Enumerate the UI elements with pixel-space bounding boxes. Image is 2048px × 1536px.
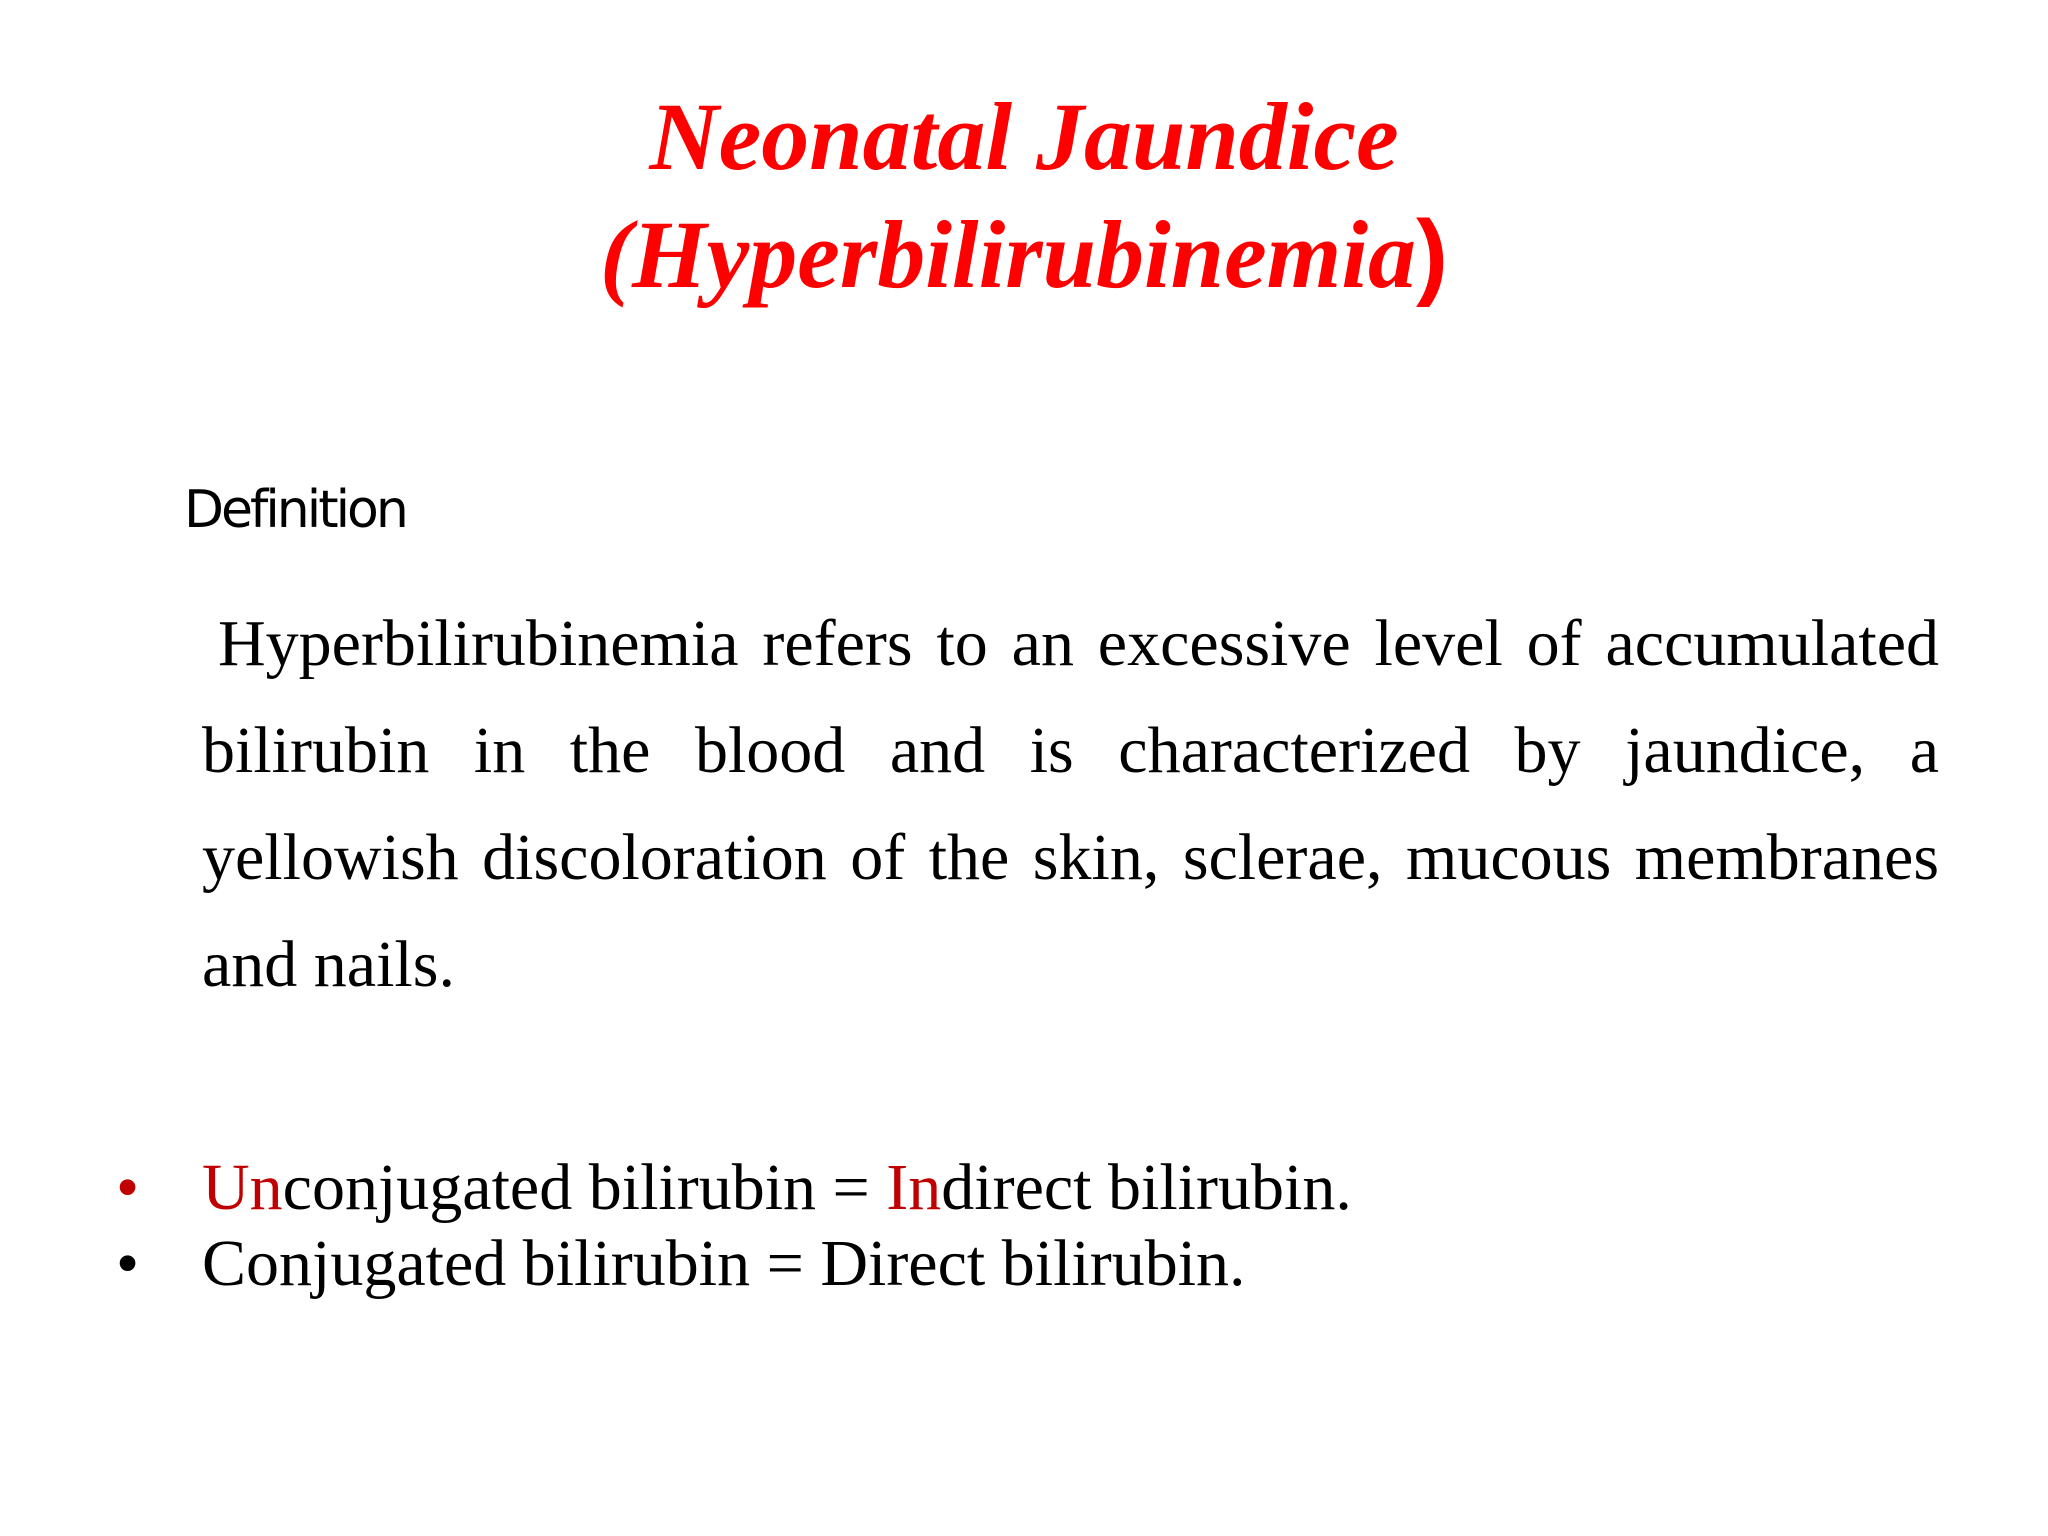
bullet-text-a: conjugated bilirubin = — [282, 1151, 887, 1224]
bullet-marker: • — [116, 1227, 140, 1300]
accent-in: In — [886, 1151, 942, 1224]
section-heading-definition: Definition — [184, 480, 406, 540]
definition-text: Hyperbilirubinemia refers to an excessive level of accumulated bilirubin in the blood and is characterized by jaundice, a yellowish discoloration of the skin, sclerae, mucous membranes and nails. — [202, 607, 1939, 1001]
title-close-paren: ) — [1416, 201, 1448, 308]
accent-un: Un — [202, 1151, 283, 1224]
title-line-2-text: (Hyperbilirubinemia — [600, 201, 1417, 308]
bullet-text-b: direct bilirubin. — [941, 1151, 1352, 1224]
title-line-2 — [0, 196, 2048, 314]
definition-paragraph — [202, 590, 1939, 1018]
bullet-text: Conjugated bilirubin = Direct bilirubin. — [202, 1227, 1246, 1300]
slide-title — [0, 78, 2048, 314]
bullet-item-conjugated — [110, 1226, 1352, 1302]
bullet-item-unconjugated — [110, 1150, 1352, 1226]
bullet-list — [110, 1150, 1352, 1302]
bullet-marker: • — [116, 1151, 140, 1224]
title-line-1: Neonatal Jaundice — [649, 83, 1399, 190]
